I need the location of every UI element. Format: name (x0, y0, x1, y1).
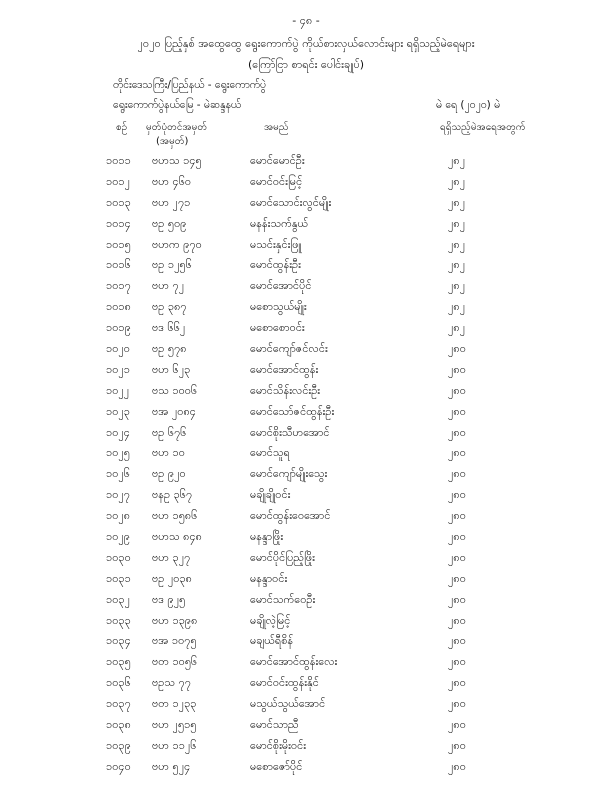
candidate-name: မနန္ဒာဖြိုး (250, 530, 284, 544)
registration-id: ဗဟ ၃၂၇ (152, 550, 191, 564)
registration-id: ဗဟသ ၁၄၅ (152, 154, 202, 167)
vote-count: ၂၈၀ (448, 530, 466, 544)
table-row (0, 697, 612, 718)
row-number: ၁၀၁၇ (106, 279, 131, 293)
table-row (0, 634, 612, 655)
candidate-name: မောင်စိုးမိုးဝင်း (250, 738, 307, 752)
vote-count: ၂၈၀ (448, 738, 466, 752)
candidate-name: မနန္ဒာဝင်း (250, 571, 288, 585)
registration-id: ဗဟ ၆၂၃ (152, 362, 191, 376)
row-number: ၁၀၁၃ (106, 195, 131, 209)
vote-count: ၂၈၂ (448, 321, 466, 335)
row-number: ၁၀၂၈ (106, 509, 131, 523)
registration-id: ဗဒ ၆၆၂ (152, 321, 186, 335)
column-header-votes: ရရှိသည့်မဲအရေအတွက် (440, 122, 526, 133)
candidate-name: မောင်သက်ဝေဦး (250, 592, 316, 606)
table-row (0, 655, 612, 676)
candidate-name: မောင်ကျော်မျိုးသွေး (250, 467, 328, 481)
row-number: ၁၀၁၆ (106, 258, 131, 272)
vote-count: ၂၈၀ (448, 342, 466, 356)
table-row (0, 405, 612, 426)
candidate-name: မောင်အောင်ထွန်း (250, 362, 319, 376)
table-row (0, 238, 612, 259)
table-row (0, 154, 612, 175)
candidate-name: မောင်ထွန်းဝေအောင် (250, 509, 331, 523)
table-row (0, 467, 612, 488)
registration-id: ဗဥ ၃၈၇ (152, 300, 187, 314)
registration-id: ဗတ ၁၂၃၃ (152, 697, 197, 711)
column-header-id-sub: (အမှတ်) (156, 136, 189, 147)
table-row (0, 175, 612, 196)
vote-count: ၂၈၂ (448, 195, 466, 209)
candidate-name: မောင်ဝင်းမြင့် (250, 174, 303, 188)
registration-id: ဗဥသ ၇၇ (152, 676, 191, 690)
candidate-name: မောင်မောင်ဦး (250, 154, 305, 167)
registration-id: ဗဟက ၉၇၀ (152, 237, 202, 251)
column-header-id: မှတ်ပုံတင်အမှတ် (146, 122, 208, 133)
vote-count: ၂၈၀ (448, 383, 466, 397)
candidate-name: မချိုလဲ့မြင့် (250, 613, 291, 627)
column-header-name: အမည် (264, 122, 289, 133)
table-row (0, 572, 612, 593)
table-row (0, 530, 612, 551)
registration-id: ဗဟ ၁၁၂၆ (152, 738, 197, 752)
table-row (0, 718, 612, 739)
registration-id: ဗဟ ၁၀ (152, 446, 185, 460)
row-number: ၁၀၂၅ (106, 446, 130, 460)
vote-count: ၂၈၀ (448, 718, 466, 732)
candidate-name: မောင်ပိုင်ပြည့်ဖြိုး (250, 550, 315, 564)
registration-id: ဗဥ ၁၂၅၆ (152, 258, 192, 272)
registration-id: ဗဟ ၅၂၄ (152, 759, 191, 773)
row-number: ၁၀၂၇ (106, 488, 130, 502)
table-row (0, 614, 612, 635)
vote-count: ၂၈၂ (448, 300, 466, 314)
registration-id: ဗနဥ ၃၆၇ (152, 488, 193, 502)
vote-count: ၂၈၀ (448, 655, 466, 669)
row-number: ၁၀၃၈ (106, 718, 131, 732)
registration-id: ဗဥ ၅၀၉ (152, 216, 187, 230)
registration-id: ဗဥ ၂၀၃၈ (152, 571, 192, 585)
document-subtitle: (ကြော်ငြာ စာရင်း ပေါင်းချုပ်) (247, 58, 365, 71)
row-number: ၁၀၃၆ (106, 676, 131, 690)
registration-id: ဗဟ ၁၅၈၆ (152, 509, 198, 523)
vote-count: ၂၈၂ (448, 258, 466, 272)
table-row (0, 488, 612, 509)
table-row (0, 258, 612, 279)
vote-count: ၂၈၀ (448, 446, 466, 460)
registration-id: ဗသ ၁၀၀၆ (152, 383, 198, 397)
candidate-name: မသွယ်သွယ်အောင် (250, 697, 326, 711)
candidate-name: မောင်အောင်ပိုင် (250, 279, 312, 293)
candidate-name: မောင်ထွန်းဦး (250, 258, 301, 272)
total-votes-label: မဲ ရေ (၂၀၂၀) မဲ (436, 99, 501, 111)
row-number: ၁၀၃၄ (106, 634, 131, 648)
vote-count: ၂၈၀ (448, 676, 466, 690)
vote-count: ၂၈၂ (448, 237, 466, 251)
candidate-name: မစောဇော်ပိုင် (250, 759, 303, 773)
candidate-name: မစောသွယ်မျိုး (250, 300, 307, 314)
page-number: - ၄၈ - (292, 14, 320, 27)
vote-count: ၂၈၀ (448, 404, 466, 418)
candidate-name: မသင်းနှင်းဖြူ (250, 237, 302, 251)
candidate-name: မောင်ဝင်းထွန်းနိုင် (250, 676, 319, 690)
candidate-name: မောင်သူရ (250, 446, 290, 460)
registration-id: ဗဒ ၉၂၅ (152, 592, 186, 606)
vote-count: ၂၈၀ (448, 488, 466, 502)
region-label: တိုင်းဒေသကြီး/ပြည်နယ် - ရွေးကောက်ပွဲ (113, 79, 267, 91)
column-header-no: စဉ် (116, 122, 128, 133)
constituency-label: ရွေးကောက်ပွဲနယ်မြေ - မဲဆန္ဒနယ် (113, 99, 242, 111)
row-number: ၁၀၁၂ (106, 174, 130, 188)
row-number: ၁၀၂၁ (106, 362, 130, 376)
candidate-name: မစောစောဝင်း (250, 321, 305, 335)
row-number: ၁၀၂၉ (106, 530, 130, 544)
table-row (0, 196, 612, 217)
row-number: ၁၀၁၅ (106, 237, 131, 251)
registration-id: ဗဥ ၉၂၀ (152, 467, 186, 481)
table-row (0, 446, 612, 467)
vote-count: ၂၈၀ (448, 634, 466, 648)
table-row (0, 760, 612, 781)
registration-id: ဗဟသ ၈၄၈ (152, 530, 202, 544)
candidate-name: မောင်သိန်းလင်းဦး (250, 383, 321, 397)
row-number: ၁၀၁၁ (106, 154, 131, 167)
vote-count: ၂၈၀ (448, 467, 466, 481)
candidate-name: မောင်သောင်းလွင်မျိုး (250, 195, 332, 209)
table-row (0, 551, 612, 572)
vote-count: ၂၈၂ (448, 154, 466, 167)
row-number: ၁၀၄၀ (106, 759, 131, 773)
vote-count: ၂၈၀ (448, 509, 466, 523)
table-row (0, 384, 612, 405)
registration-id: ဗဟ ၇၂ (152, 279, 185, 293)
vote-count: ၂၈၀ (448, 697, 466, 711)
vote-count: ၂၈၀ (448, 592, 466, 606)
registration-id: ဗဥ ၅၇၈ (152, 342, 187, 356)
table-row (0, 509, 612, 530)
registration-id: ဗဟ ၄၆၀ (152, 174, 192, 188)
candidate-name: မောင်သာညီ (250, 718, 299, 732)
candidate-table (0, 154, 612, 781)
vote-count: ၂၈၀ (448, 759, 466, 773)
row-number: ၁၀၂၂ (106, 383, 130, 397)
registration-id: ဗဟ ၂၅၁၅ (152, 718, 197, 732)
table-row (0, 363, 612, 384)
vote-count: ၂၈၀ (448, 362, 466, 376)
document-title: ၂၀၂၀ ပြည့်နှစ် အထွေထွေ ရွေးကောက်ပွဲ ကိုယ်စားလှယ်လောင်းများ ရရှိသည့်မဲရေများ (137, 37, 475, 50)
table-row (0, 300, 612, 321)
row-number: ၁၀၂၃ (106, 404, 130, 418)
candidate-name: မနန်းသက်နွယ် (250, 216, 309, 230)
candidate-name: မောင်စိုးသီဟအောင် (250, 425, 330, 439)
row-number: ၁၀၂၆ (106, 467, 130, 481)
row-number: ၁၀၁၉ (106, 321, 131, 335)
vote-count: ၂၈၀ (448, 550, 466, 564)
table-row (0, 217, 612, 238)
table-row (0, 279, 612, 300)
table-row (0, 342, 612, 363)
vote-count: ၂၈၀ (448, 571, 466, 585)
vote-count: ၂၈၀ (448, 613, 466, 627)
row-number: ၁၀၃၇ (106, 697, 131, 711)
registration-id: ဗဥ ၆၇၆ (152, 425, 187, 439)
row-number: ၁၀၁၈ (106, 300, 131, 314)
row-number: ၁၀၁၄ (106, 216, 131, 230)
row-number: ၁၀၃၉ (106, 738, 131, 752)
registration-id: ဗတ ၁၀၅၆ (152, 655, 198, 669)
row-number: ၁၀၃၀ (106, 550, 131, 564)
candidate-name: မောင်သော်ဇင်ထွန်းဦး (250, 404, 335, 418)
table-row (0, 676, 612, 697)
registration-id: ဗအ ၁၀၇၅ (152, 634, 197, 648)
row-number: ၁၀၂၄ (106, 425, 130, 439)
registration-id: ဗဟ ၂၇၁ (152, 195, 191, 209)
vote-count: ၂၈၀ (448, 425, 466, 439)
row-number: ၁၀၃၁ (106, 571, 131, 585)
candidate-name: မချိုချိုဝင်း (250, 488, 291, 502)
table-row (0, 593, 612, 614)
vote-count: ၂၈၂ (448, 174, 466, 188)
vote-count: ၂၈၂ (448, 279, 466, 293)
table-row (0, 321, 612, 342)
table-row (0, 426, 612, 447)
candidate-name: မချယ်ရီစိန် (250, 634, 294, 648)
row-number: ၁၀၃၃ (106, 613, 131, 627)
registration-id: ဗအ ၂၀၈၄ (152, 404, 196, 418)
row-number: ၁၀၂၀ (106, 342, 130, 356)
candidate-name: မောင်ကျော်ဇင်လင်း (250, 342, 328, 356)
row-number: ၁၀၃၅ (106, 655, 131, 669)
vote-count: ၂၈၂ (448, 216, 466, 230)
row-number: ၁၀၃၂ (106, 592, 130, 606)
table-row (0, 739, 612, 760)
candidate-name: မောင်အောင်ထွန်းလေး (250, 655, 338, 669)
registration-id: ဗဟ ၁၃၉၈ (152, 613, 198, 627)
